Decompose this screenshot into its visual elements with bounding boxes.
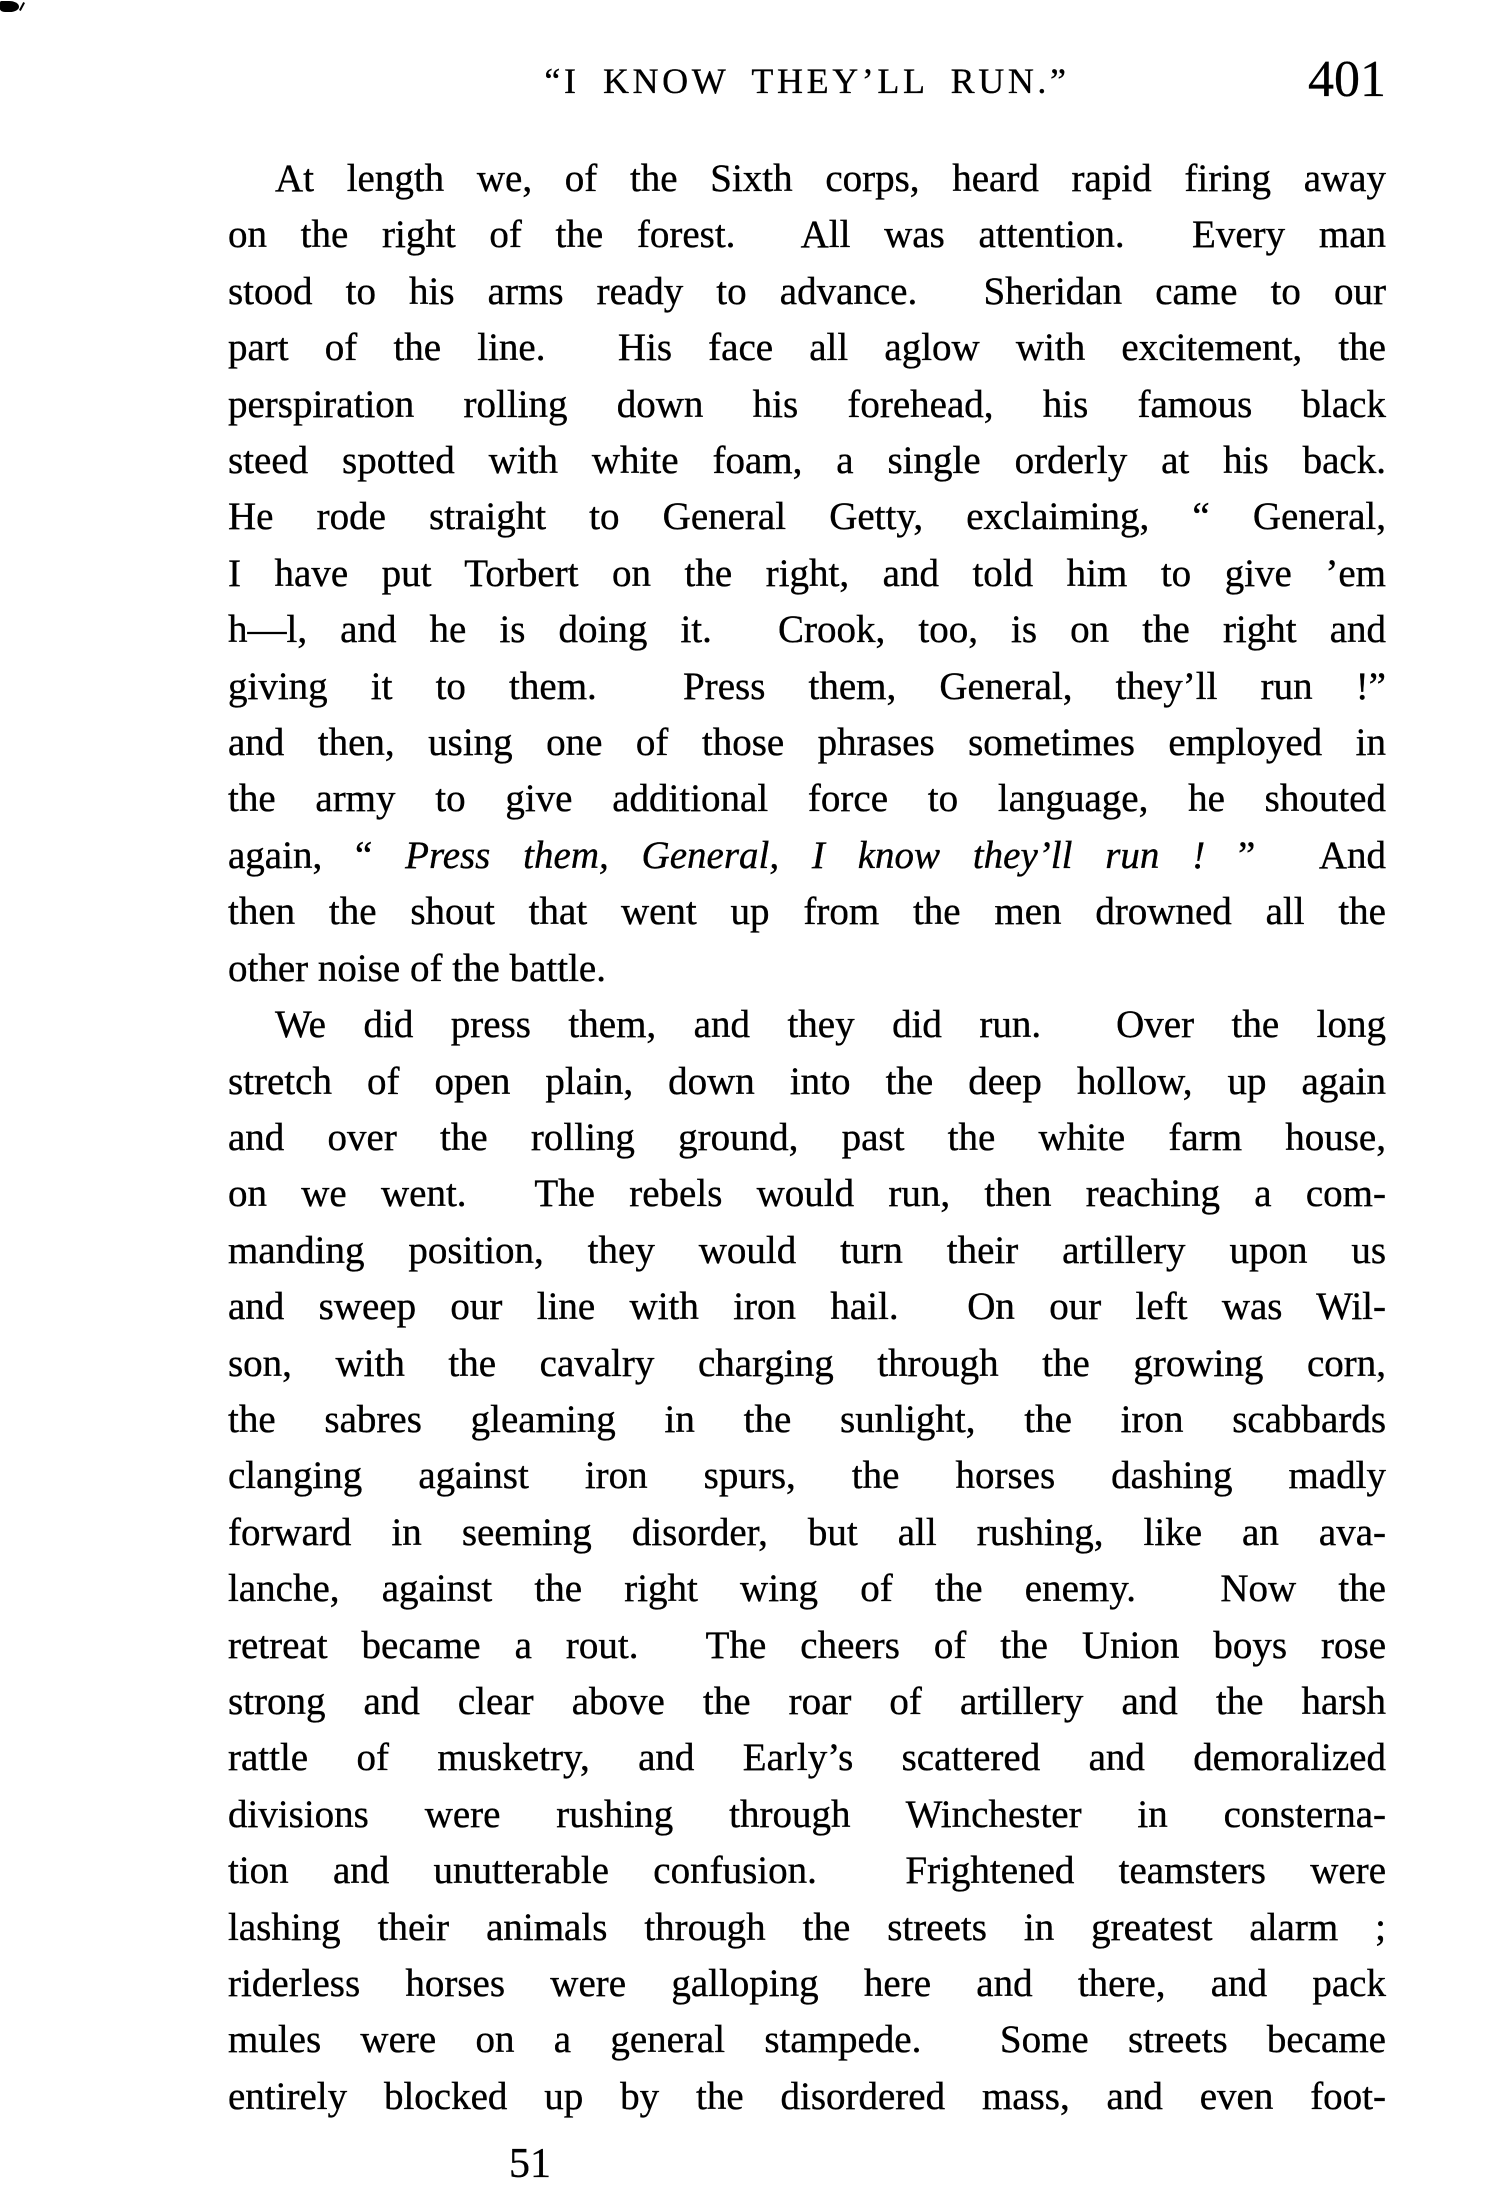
text-line: divisions were rushing through Winchester in consterna-	[228, 1792, 1386, 1836]
page-text	[228, 151, 1386, 2125]
text-line: steed spotted with white foam, a single orderly at his back.	[228, 439, 1386, 483]
text-line: the army to give additional force to language, he shouted	[228, 777, 1386, 821]
quote-lead-text: again, “	[228, 833, 373, 877]
text-line: tion and unutterable confusion. Frightened teamsters were	[228, 1849, 1386, 1893]
text-line: then the shout that went up from the men drowned all the	[228, 890, 1386, 934]
quote-tail-text: ” And	[1238, 833, 1386, 877]
page-number: 401	[1308, 51, 1386, 108]
text-line: the sabres gleaming in the sunlight, the iron scabbards	[228, 1397, 1386, 1441]
running-head-title: “I KNOW THEY’LL RUN.”	[544, 61, 1070, 101]
text-line: perspiration rolling down his forehead, his famous black	[228, 382, 1386, 426]
text-line: stretch of open plain, down into the deep hollow, up again	[228, 1059, 1386, 1103]
signature-mark: 51	[509, 2141, 551, 2187]
text-line: lanche, against the right wing of the enemy. Now the	[228, 1567, 1386, 1611]
text-line-paragraph-end: other noise of the battle.	[228, 946, 606, 990]
ink-smudge-tick	[19, 2, 25, 11]
text-line: stood to his arms ready to advance. Sheridan came to our	[228, 269, 1386, 313]
text-line: forward in seeming disorder, but all rushing, like an ava-	[228, 1510, 1386, 1554]
italic-quote-text: Press them, General, I know they’ll run !	[405, 833, 1206, 877]
text-line: on we went. The rebels would run, then reaching a com-	[228, 1172, 1386, 1216]
text-line: I have put Torbert on the right, and told him to give ’em	[228, 551, 1386, 595]
text-line: and sweep our line with iron hail. On our left was Wil-	[228, 1285, 1386, 1329]
text-line: part of the line. His face all aglow with excitement, the	[228, 326, 1386, 370]
text-line: and then, using one of those phrases sometimes employed in	[228, 721, 1386, 765]
text-line: lashing their animals through the streets in greatest alarm ;	[228, 1905, 1386, 1949]
text-line: At length we, of the Sixth corps, heard rapid firing away	[275, 157, 1386, 200]
text-line: and over the rolling ground, past the white farm house,	[228, 1115, 1386, 1159]
text-line: rattle of musketry, and Early’s scattered and demoralized	[228, 1736, 1386, 1780]
text-line: on the right of the forest. All was attention. Every man	[228, 213, 1386, 257]
text-line: manding position, they would turn their artillery upon us	[228, 1228, 1386, 1272]
text-line: giving it to them. Press them, General, they’ll run !”	[228, 664, 1386, 708]
text-line: mules were on a general stampede. Some streets became	[228, 2018, 1386, 2062]
text-line: riderless horses were galloping here and there, and pack	[228, 1962, 1386, 2005]
text-line: son, with the cavalry charging through the growing corn,	[228, 1341, 1386, 1385]
text-line: strong and clear above the roar of artillery and the harsh	[228, 1679, 1386, 1723]
text-line-with-italic-quote	[228, 828, 1386, 884]
text-line: retreat became a rout. The cheers of the Union boys rose	[228, 1623, 1386, 1667]
text-line-paragraph-start: We did press them, and they did run. Over the long	[275, 1003, 1386, 1047]
text-line: entirely blocked up by the disordered mass, and even foot-	[228, 2074, 1386, 2118]
text-line: h—l, and he is doing it. Crook, too, is on the right and	[228, 608, 1386, 652]
text-line: clanging against iron spurs, the horses dashing madly	[228, 1454, 1386, 1498]
ink-smudge	[0, 1, 19, 12]
text-line: He rode straight to General Getty, exclaiming, “ General,	[228, 495, 1386, 539]
